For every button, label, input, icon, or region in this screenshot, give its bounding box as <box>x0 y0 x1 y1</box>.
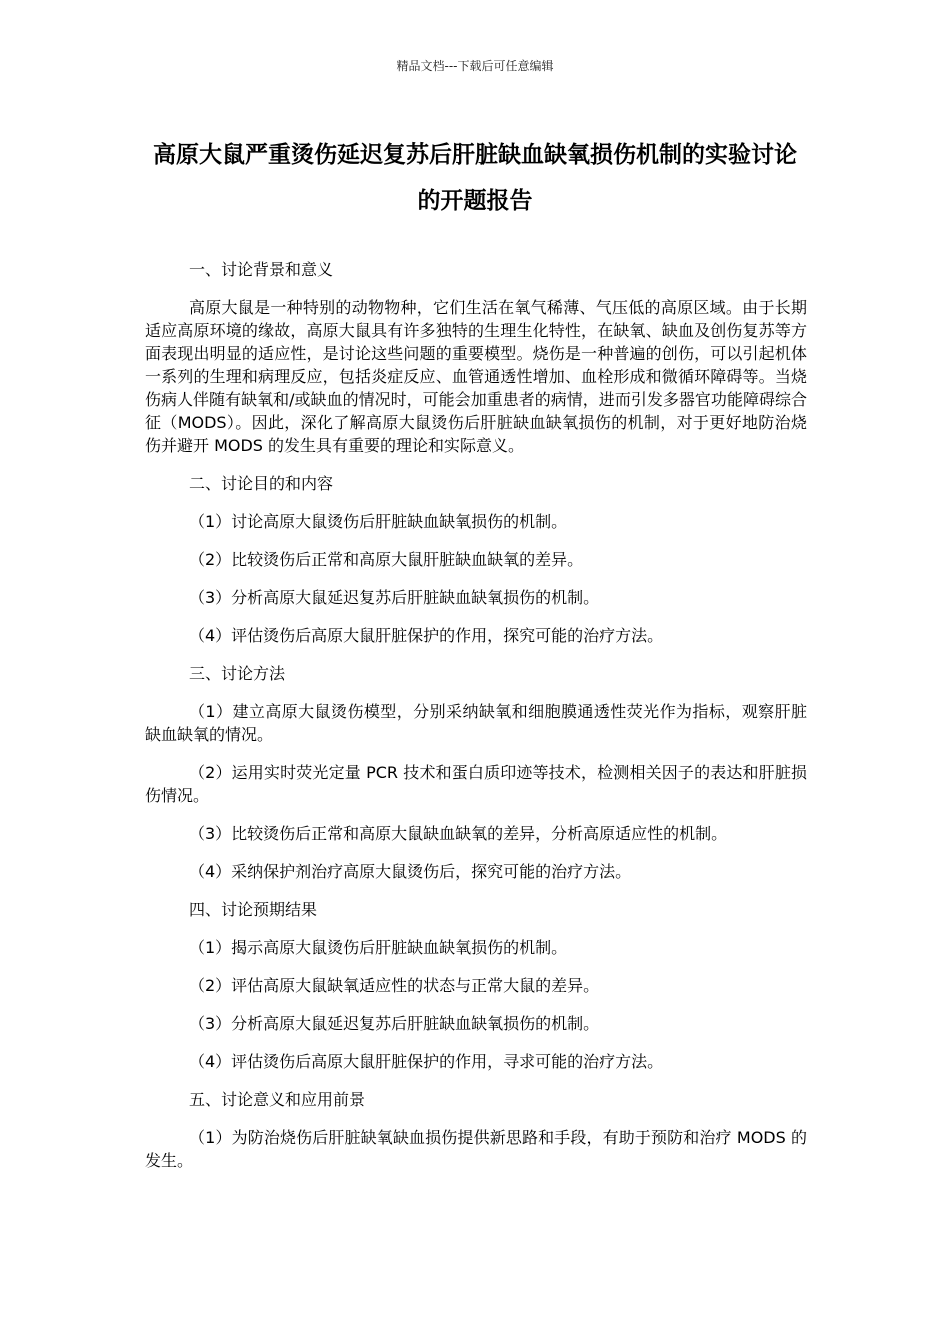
list-item: （4）采纳保护剂治疗高原大鼠烫伤后，探究可能的治疗方法。 <box>189 862 632 881</box>
section-heading: 二、讨论目的和内容 <box>189 474 334 493</box>
list-item: （4）评估烫伤后高原大鼠肝脏保护的作用，探究可能的治疗方法。 <box>189 626 664 645</box>
list-item: （3）分析高原大鼠延迟复苏后肝脏缺血缺氧损伤的机制。 <box>189 588 600 607</box>
section-heading: 一、讨论背景和意义 <box>189 260 334 279</box>
document-body <box>145 258 807 1187</box>
list-item: （2）评估高原大鼠缺氧适应性的状态与正常大鼠的差异。 <box>189 976 600 995</box>
list-item: （3）分析高原大鼠延迟复苏后肝脏缺血缺氧损伤的机制。 <box>189 1014 600 1033</box>
list-item: （2）运用实时荧光定量 PCR 技术和蛋白质印迹等技术，检测相关因子的表达和肝脏损伤情况。 <box>145 763 807 805</box>
section-heading: 五、讨论意义和应用前景 <box>189 1090 366 1109</box>
list-item: （3）比较烫伤后正常和高原大鼠缺血缺氧的差异，分析高原适应性的机制。 <box>189 824 728 843</box>
page-header-note: 精品文档---下载后可任意编辑 <box>396 59 554 73</box>
document-title: 高原大鼠严重烫伤延迟复苏后肝脏缺血缺氧损伤机制的实验讨论的开题报告 <box>153 142 797 214</box>
section-methods <box>145 662 807 883</box>
section-significance <box>145 1088 807 1172</box>
section-expected-results <box>145 898 807 1073</box>
list-item: （1）建立高原大鼠烫伤模型，分别采纳缺氧和细胞膜通透性荧光作为指标，观察肝脏缺血缺氧的情况。 <box>145 702 807 744</box>
list-item: （1）为防治烧伤后肝脏缺氧缺血损伤提供新思路和手段，有助于预防和治疗 MODS 的发生。 <box>145 1128 807 1170</box>
list-item: （4）评估烫伤后高原大鼠肝脏保护的作用，寻求可能的治疗方法。 <box>189 1052 664 1071</box>
list-item: （1）讨论高原大鼠烫伤后肝脏缺血缺氧损伤的机制。 <box>189 512 568 531</box>
section-paragraph: 高原大鼠是一种特别的动物物种，它们生活在氧气稀薄、气压低的高原区域。由于长期适应高原环境的缘故，高原大鼠具有许多独特的生理生化特性，在缺氧、缺血及创伤复苏等方面表现出明显的适应性，是讨论这些问题的重要模型。烧伤是一种普遍的创伤，可以引起机体一系列的生理和病理反应，包括炎症反应、血管通透性增加、血栓形成和微循环障碍等。当烧伤病人伴随有缺氧和/或缺血的情况时，可能会加重患者的病情，进而引发多器官功能障碍综合征（MODS）。因此，深化了解高原大鼠烫伤后肝脏缺血缺氧损伤的机制，对于更好地防治烧伤并避开 MODS 的发生具有重要的理论和实际意义。 <box>145 298 807 455</box>
section-heading: 三、讨论方法 <box>189 664 286 683</box>
list-item: （1）揭示高原大鼠烫伤后肝脏缺血缺氧损伤的机制。 <box>189 938 568 957</box>
list-item: （2）比较烫伤后正常和高原大鼠肝脏缺血缺氧的差异。 <box>189 550 584 569</box>
section-objectives <box>145 472 807 647</box>
section-background <box>145 258 807 457</box>
section-heading: 四、讨论预期结果 <box>189 900 318 919</box>
